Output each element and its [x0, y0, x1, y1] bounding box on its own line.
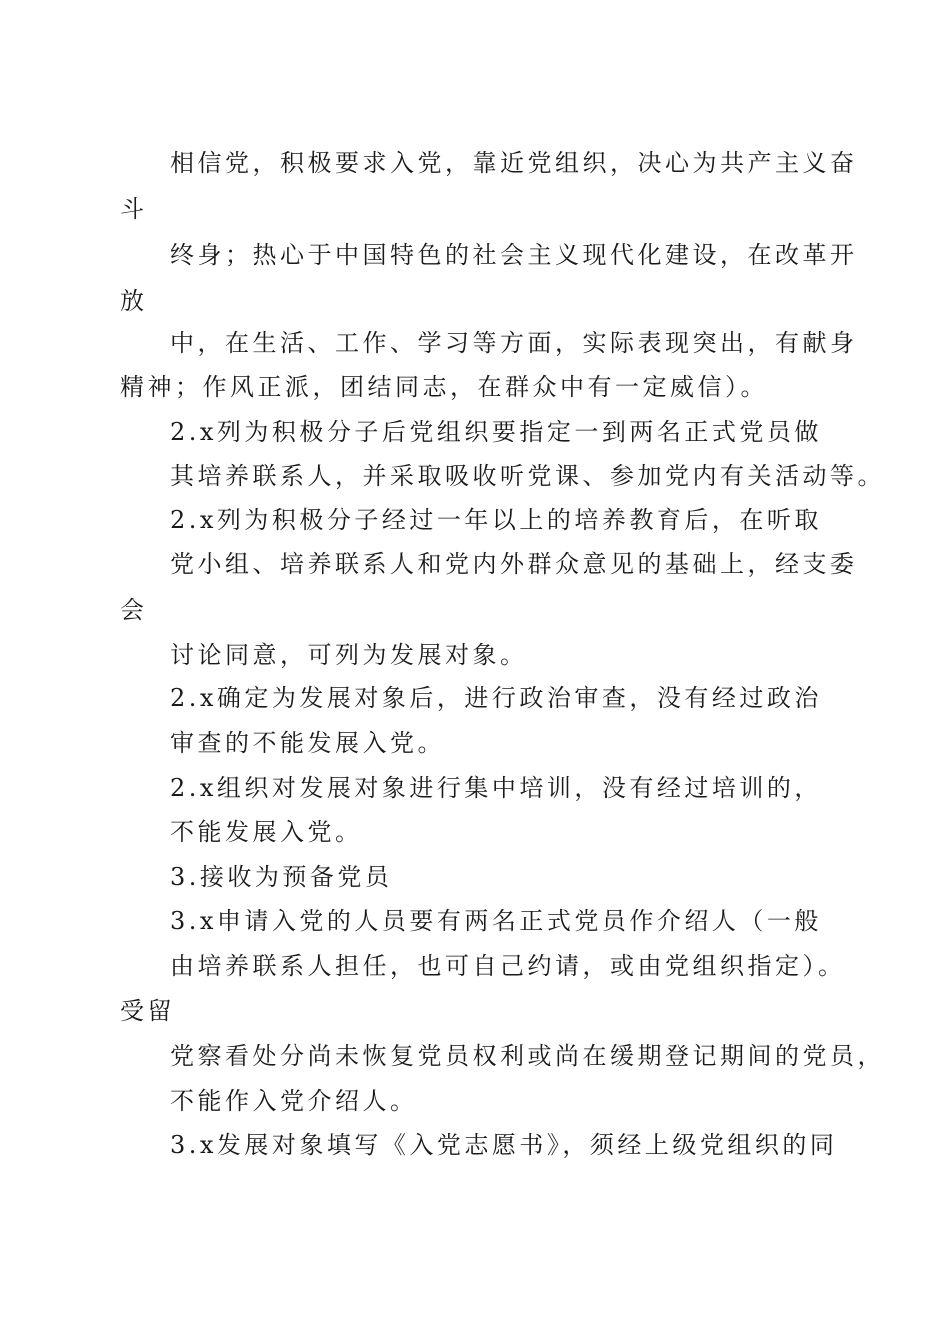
text-line: 2.x确定为发展对象后，进行政治审查，没有经过政治 [170, 684, 822, 712]
text-line: 斗 [120, 195, 148, 223]
text-line: 2.x列为积极分子经过一年以上的培养教育后，在听取 [170, 506, 822, 534]
text-line: 党察看处分尚未恢复党员权利或尚在缓期登记期间的党员， [170, 1042, 885, 1070]
text-line: 受留 [120, 997, 175, 1025]
text-line: 由培养联系人担任，也可自己约请，或由党组织指定）。 [170, 952, 846, 980]
text-line: 终身；热心于中国特色的社会主义现代化建设，在改革开 [170, 241, 858, 269]
text-line: 3.x发展对象填写《入党志愿书》，须经上级党组织的同 [170, 1131, 838, 1159]
text-line: 中，在生活、工作、学习等方面，实际表现突出，有献身 [170, 329, 858, 357]
text-line: 放 [120, 287, 148, 315]
text-line: 相信党，积极要求入党，靠近党组织，决心为共产主义奋 [170, 149, 858, 177]
text-line: 审查的不能发展入党。 [170, 729, 445, 757]
text-line: 党小组、培养联系人和党内外群众意见的基础上，经支委 [170, 550, 858, 578]
text-line: 讨论同意，可列为发展对象。 [170, 641, 528, 669]
text-line: 2.x列为积极分子后党组织要指定一到两名正式党员做 [170, 418, 822, 446]
text-line: 会 [120, 596, 148, 624]
text-line: 其培养联系人，并采取吸收听党课、参加党内有关活动等。 [170, 462, 885, 490]
text-line: 精神；作风正派，团结同志，在群众中有一定威信）。 [120, 373, 768, 401]
text-line: 3.接收为预备党员 [170, 863, 393, 891]
text-line: 不能作入党介绍人。 [170, 1087, 418, 1115]
text-line: 不能发展入党。 [170, 818, 363, 846]
text-line: 3.x申请入党的人员要有两名正式党员作介绍人（一般 [170, 907, 822, 935]
text-line: 2.x组织对发展对象进行集中培训，没有经过培训的， [170, 774, 822, 802]
